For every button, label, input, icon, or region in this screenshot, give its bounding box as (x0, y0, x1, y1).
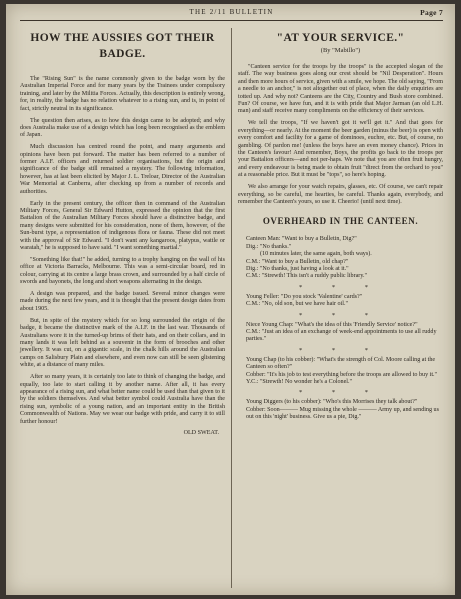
right-paragraph: We tell the troops, "If we haven't got it we'll get it." And that goes for everything—or nearly. At the moment the beer garden (minus the beer) is open with every comfort and facility for a game of dominoes, euchre, etc. But, of course, no gambling. Of pardon me! (unless the boys have an even money chance). Prices in the Canteen's favour! And remember, Boys, the profits go back to the troops per your Battalion officers—and not per-haps. We note that you are often fruit hungry, and every endeavour is being made to obtain fruit "direct from the orchard to you" at a reasonable price. But it must be "tops", so here's hoping. (238, 120, 443, 179)
section-stars: * * * (299, 389, 382, 397)
dialog-line: Young Chap (to his cobber): "What's the strength of Col. Moore calling at the Canteen so often?" (246, 356, 436, 371)
dialog-line: Y.C.: "Strewth! No wonder he's a Colonel." (246, 379, 352, 385)
publication-title: THE 2/11 BULLETIN (189, 8, 274, 16)
left-paragraph: "Something like that!" he added, turning to a trophy hanging on the wall of his office at Victoria Barracks, Melbourne. This was a semi-circular board, red in colour, carrying at its centre a large brass crown, and surrounded by a half circle of swords and bayonets, the long and short weapons alternating in the design. (20, 256, 225, 286)
dialog-line: Young Diggers (to his cobber): "Who's this Morrises they talk about?" (246, 399, 418, 406)
dialog-line: C.M.: "No, old son, but we have hair oil." (246, 301, 348, 308)
dialog-line: Cobber: Soon——— Mug missing the whole ——— Army up, and sending us out on this 'night' business. Give us a pie, Dig." (246, 406, 439, 421)
page-number: Page 7 (420, 8, 443, 17)
right-paragraph: "Canteen service for the troops by the troops" is the accepted slogan of the staff. The way business goes along our crest should be "Nil Desperation". Hours and then more hours of service, given with a smile, we hope. The old saying, "From a needle to an anchor," is not altogether out of place, when the daily enquiries are totted up. And why not? Canteens are the City, Country and Bush store combined. Fun? Of course, we have fun, and it is with pride that Major Jarman (an old L.H. man) and staff receive many compliments on the efficiency of their services. (238, 64, 443, 115)
right-column-article (238, 24, 443, 425)
left-headline-line2: BADGE. (99, 48, 146, 60)
bulletin-page (6, 4, 455, 595)
left-paragraph: But, in spite of the mystery which for so long surrounded the origin of the badge, it became the distinctive mark of the A.I.F. in the last war. Thousands of Australians wore it in the turned-up brims of their hats, and on their collars, and in many lands it was left behind as a souvenir in the form of brooches and other jewellery. It was cut, on a gigantic scale, in the chalk hills around the Australian camps on Salisbury Plain and elsewhere, and even now can still be seen glistening white, at a distance of many miles. (20, 317, 225, 369)
left-paragraph: Early in the present century, the officer then in command of the Australian Military Forces, General Sir Edward Hutton, expressed the opinion that the first Battalion of the Australian Military Forces should have a distinctive badge, and many designs were submitted for his consideration, none of them, however, of the Sun-burst type, a representation of indigenous flora or fauna. These did not meet with the approval of Sir Edward. "I don't want any kangaroos, platypus, wattle or waratah," he is supposed to have said. "I want something martial." (20, 200, 225, 252)
dialog-line: Niece Young Chap: "What's the idea of this 'Friendly Service' notice?" (246, 321, 418, 328)
right-byline: (By "Mabillo") (320, 47, 361, 54)
left-headline-line1: HOW THE AUSSIES GOT THEIR (30, 32, 215, 44)
page-header (20, 7, 443, 21)
dialog-aside: (10 minutes later, the same again, both ways). (260, 251, 372, 258)
dialog-line: C.M.: "Strewth! This isn't a ruddy public library." (246, 273, 367, 280)
left-paragraph: Much discussion has centred round the point, and many arguments and opinions have been put forward. The matter has been referred to a number of former A.I.F. officers and returned soldier organisations, but the origin and significance of the badge still remained a mystery. The following information, however, has at last been elicited by Major J. L. Treloar, Director of the Australian War Memorial at Canberra, after checking up from a number of records and authorities. (20, 144, 225, 195)
left-paragraph: The "Rising Sun" is the name commonly given to the badge worn by the Australian Imperial Force and for many years by the Trainees under compulsory training, and later by the Militia Forces. Actually, this description is entirely wrong, for, in reality, the badge has no relation whatever to a rising sun, and is, in point of fact, strictly neutral in its significance. (20, 76, 225, 112)
column-divider (231, 28, 232, 588)
dialog-line: Canteen Man: "Want to buy a Bulletin, Dig?" (246, 236, 357, 243)
dialog-line: Cobber: "It's his job to test everything before the troops are allowed to buy it." (246, 371, 438, 378)
left-headline (20, 30, 225, 62)
left-signoff: OLD SWEAT. (183, 430, 219, 437)
left-paragraph: After so many years, it is certainly too late to think of changing the badge, and equally, too late to start calling it by another name. After all, it has every appearance of a rising sun, and what better name could be used than that given to it by the soldiers themselves. And what better symbol could Australia have than the rising sun, symbolic of a young nation, and an important entity in the British Commonwealth of Nations. May we wear our badge with pride, and carry it to still further honour! (20, 374, 225, 425)
canteen-subhead: OVERHEARD IN THE CANTEEN. (262, 216, 419, 227)
left-column-article (20, 24, 225, 436)
exchange-3 (246, 322, 443, 344)
dialog-line: Dig.: "No thanks." (246, 243, 292, 250)
exchange-2 (246, 294, 443, 309)
section-stars: * * * (299, 283, 382, 291)
dialog-line: Young Feller: "Do you stock 'Valentine' cards?" (246, 293, 363, 300)
dialog-line: C.M.: "Just an idea of an exchange of week-end appointments to use all ruddy parties." (246, 328, 437, 343)
exchange-5 (246, 399, 443, 421)
section-stars: * * * (299, 311, 382, 319)
right-paragraph: We also arrange for your watch repairs, glasses, etc. Of course, we can't repair everything, so be careful, me hearties, be careful. Thanks again, everybody, and remember the Canteen's yours, so use it. Cheerio! (until next time). (238, 184, 443, 205)
section-stars: * * * (299, 346, 382, 354)
right-headline: "AT YOUR SERVICE." (276, 32, 405, 44)
dialog-line: Dig.: "No thanks, just having a look at it." (246, 265, 349, 272)
exchange-4 (246, 357, 443, 387)
left-paragraph: The question then arises, as to how this design came to be adopted; and why does Australia make use of a design which has long been recognised as the emblem of Japan. (20, 117, 225, 139)
left-paragraph: A design was prepared, and the badge issued. Several minor changes were made during the next few years, and it is thought that the present design dates from about 1905. (20, 291, 225, 312)
exchange-1 (246, 236, 443, 280)
dialog-line: C.M.: "Want to buy a Bulletin, old chap?" (246, 258, 349, 265)
